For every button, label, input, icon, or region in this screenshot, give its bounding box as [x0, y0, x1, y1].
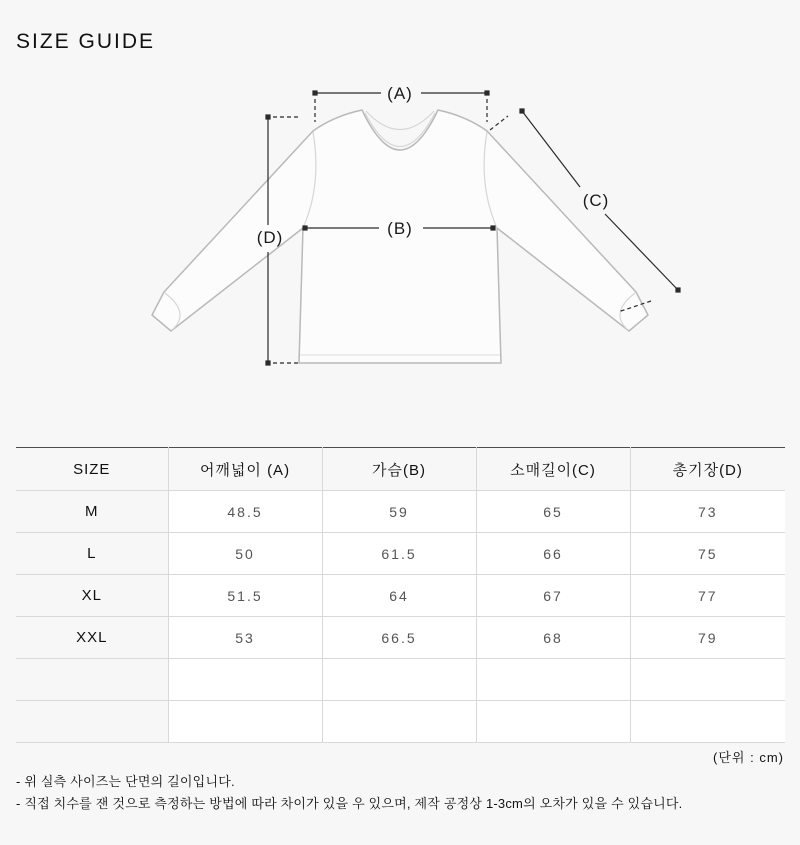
sleeve-value: 66: [476, 533, 630, 575]
table-row-xl: [16, 575, 785, 617]
page-title: SIZE GUIDE: [16, 30, 156, 53]
size-label: M: [16, 491, 168, 533]
measure-c-dot-top: [520, 109, 524, 113]
measure-b-dot-left: [303, 226, 307, 230]
measure-c-dot-bottom: [676, 288, 680, 292]
table-row-empty: [16, 701, 785, 743]
sleeve-value: [476, 659, 630, 701]
table-header-row: [16, 448, 785, 491]
sleeve-value: 65: [476, 491, 630, 533]
measure-d-dot-top: [266, 115, 270, 119]
footer-notes: [16, 771, 682, 815]
shoulder-value: 50: [168, 533, 322, 575]
col-header-chest: 가슴(B): [322, 448, 476, 491]
sleeve-value: [476, 701, 630, 743]
table-row-m: [16, 491, 785, 533]
shoulder-value: [168, 659, 322, 701]
shoulder-value: 51.5: [168, 575, 322, 617]
measure-b-dot-right: [491, 226, 495, 230]
shoulder-value: 53: [168, 617, 322, 659]
col-header-shoulder: 어깨넓이 (A): [168, 448, 322, 491]
shoulder-value: [168, 701, 322, 743]
note-line-1: - 위 실측 사이즈는 단면의 길이입니다.: [16, 774, 235, 789]
length-value: [630, 659, 785, 701]
measure-d-dot-bottom: [266, 361, 270, 365]
measure-a-dot-right: [485, 91, 489, 95]
back-neck-line: [366, 111, 434, 130]
col-header-size: SIZE: [16, 448, 168, 491]
length-value: 75: [630, 533, 785, 575]
chest-value: 66.5: [322, 617, 476, 659]
chest-value: [322, 701, 476, 743]
length-value: 73: [630, 491, 785, 533]
length-value: [630, 701, 785, 743]
chest-value: 61.5: [322, 533, 476, 575]
col-header-sleeve: 소매길이(C): [476, 448, 630, 491]
size-label: XL: [16, 575, 168, 617]
sleeve-value: 68: [476, 617, 630, 659]
table-row-xxl: [16, 617, 785, 659]
note-line-2: - 직접 치수를 잰 것으로 측정하는 방법에 따라 차이가 있을 우 있으며, 제작 공정상 1-3cm의 오차가 있을 수 있습니다.: [16, 796, 683, 811]
measurement-label-a: (A): [387, 84, 413, 103]
measurement-label-d: (D): [256, 228, 284, 247]
measurement-label-b: (B): [387, 219, 413, 238]
size-label: [16, 701, 168, 743]
measure-a-dot-left: [313, 91, 317, 95]
chest-value: 64: [322, 575, 476, 617]
shoulder-value: 48.5: [168, 491, 322, 533]
chest-value: [322, 659, 476, 701]
size-label: L: [16, 533, 168, 575]
size-table: [16, 447, 785, 743]
size-label: [16, 659, 168, 701]
chest-value: 59: [322, 491, 476, 533]
table-row-l: [16, 533, 785, 575]
measurement-label-c: (C): [582, 191, 610, 210]
table-row-empty: [16, 659, 785, 701]
sleeve-value: 67: [476, 575, 630, 617]
col-header-length: 총기장(D): [630, 448, 785, 491]
length-value: 79: [630, 617, 785, 659]
measure-c-line-upper: [522, 111, 580, 187]
unit-note: (단위 : cm): [713, 750, 784, 765]
measure-c-ext-top: [490, 116, 508, 130]
size-label: XXL: [16, 617, 168, 659]
length-value: 77: [630, 575, 785, 617]
